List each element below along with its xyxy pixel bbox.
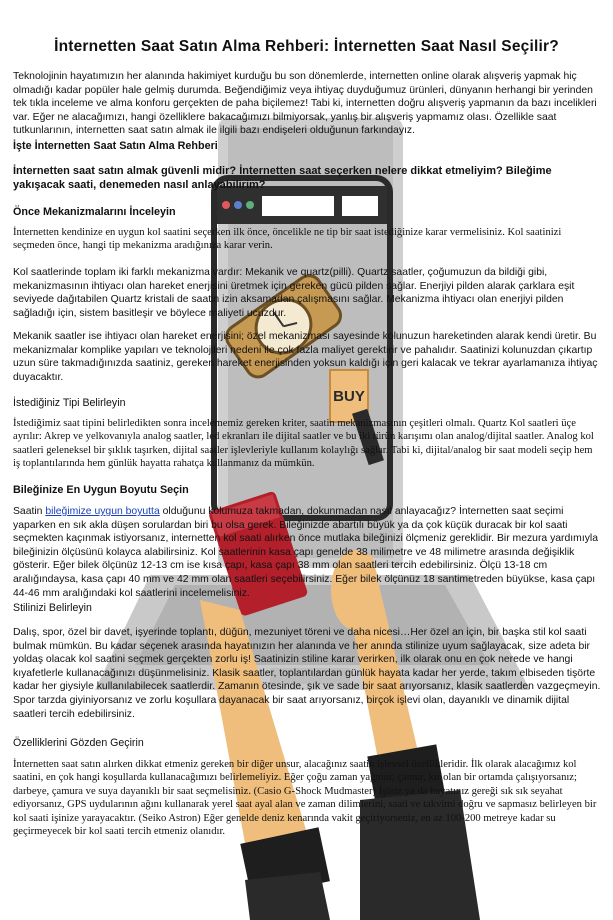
question-1: İnternetten saat satın almak güvenli midir? — [13, 165, 237, 177]
wrist-size-link[interactable]: bileğimize uygun boyutta — [45, 506, 160, 517]
type-heading: İstediğiniz Tipi Belirleyin — [13, 397, 126, 409]
size-heading: Bileğinize En Uygun Boyutu Seçin — [13, 484, 189, 496]
style-paragraph: Dalış, spor, özel bir davet, işyerinde toplantı, düğün, mezuniyet töreni ve daha nicesi…Her özel an için, bir başka stil kol saati bulmak mümkün. Bu kadar seçenek arasında hayatınızın her alanında ve her anında stilinize uyum sağlayacak, size adeta bir yoldaş olacak kol saatini seçmek gerçekten zorlu iş! Saatinizin stiline karar verirken, ilk olarak onu en çok nerede ve hangi kıyafetlerle kullanacağınızı düşünmelisiniz. Klasik saatler, toplantılardan günlük hayata kadar her yerde, takım elbiseden tişörte kadar her giysiyle kullanılabilecek saatlerdir. Zamanın ötesinde, şık ve sade bir saat arıyorsanız, klasik saatlerden vazgeçmeyin. Spor tarzda giyiniyorsanız ve zorlu koşullara dayanacak bir saat arıyorsanız, birçok işlevi olan, dayanıklı ve dinamik dijital saatleri tercih edebilirsiniz. — [13, 627, 601, 720]
features-heading: Özelliklerini Gözden Geçirin — [13, 737, 144, 749]
mechanism-paragraph-1: İnternetten kendinize en uygun kol saatini seçerken ilk önce, öncelikle ne tip bir saat istediğinize karar vermelisiniz. Kol saatinizi seçmeden önce, hangi tip mekanizma aradığınıza karar verin. — [13, 227, 562, 252]
buy-label: BUY — [333, 388, 365, 405]
mechanism-heading: Önce Mekanizmalarını İnceleyin — [13, 206, 176, 218]
question-2: İnternetten saat seçerken nelere dikkat etmeliyim? — [239, 165, 503, 177]
page-title: İnternetten Saat Satın Alma Rehberi: İnternetten Saat Nasıl Seçilir? — [54, 38, 559, 55]
type-paragraph: İstediğimiz saat tipini belirledikten sonra incelememiz gereken kriter, saatin mekanizmasının çeşitleri olmalı. Quartz Kol saatleri üçe ayrılır: Akrep ve yelkovanıyla analog saatler, led ekranları ile dijital saatler ve bu iki türün karışımı olan analog/dijital saatler. Analog kol saatleri geleneksel bir şıklık taşırken, dijital saatler işlevleriyle kullanım kolaylığı sağlar. Tabi ki, dijital/analog bir saat modeli seçip hem iş toplantılarında hem günlük hayatta rahatça kullanmanız da mümkün. — [13, 418, 594, 470]
mechanism-paragraph-3: Mekanik saatler ise ihtiyacı olan hareket enerjisini; özel mekanizması sayesinde kolunuzun hareketinden alarak kendi üretir. Bu mekanizmalar komplike yapıları ve teknolojileri nedeni ile çok fazla maliyet gerektirir ve pahalıdır. Saatinizi kolunuzdan çıkartıp uzun süre takmadığınızda saatiniz, gereken hareket enerjisinden yoksun kaldığı için geri kalacak ve tekrar ayarlamanıza ihtiyaç duyacaktır. — [13, 331, 598, 383]
size-lead: Saatin — [13, 506, 46, 517]
size-paragraph — [13, 505, 601, 600]
questions-block — [13, 164, 601, 192]
guide-heading: İşte İnternetten Saat Satın Alma Rehberi — [13, 140, 218, 152]
features-paragraph: İnternetten saat satın alırken dikkat etmeniz gereken bir diğer unsur, alacağınız saatin işlevsel özellikleridir. İlk olarak alacağımız kol saatini, en çok hangi koşullarda kullanacağımızı belirlemeliyiz. Eğer çoğu zaman yağmur, çamur, kir olan bir ortamda çalışıyorsanız; darbeye, çamura ve suya dayanıklı bir saat seçmelisiniz. (Casio G-Shock Mudmaster) İşiniz ya da hayatınız gereği sık sık seyahat ediyorsanız, GPS uydularının ağını kullanarak yerel saat ayal alan ve zaman dilimlerini, saati ve takvimi doğru ve sapmasız belirleyen bir kol saati işinize yarayacaktır. (Seiko Astron) Eğer genelde deniz kenarında vakit geçiriyorseniz, en az 100-200 metreye kadar su geçirmeyecek bir kol saati tercih etmeniz olanıdır. — [13, 759, 597, 838]
size-rest: olduğunu kolumuza takmadan, dokunmadan nasıl anlayacağız? İnternetten saat seçimi yaparken en sık akla düşen sorulardan biri bu olsa gerek. Bileğinizde abartılı büyük ya da çok küçük duracak bir kol saati seçmekten kaçınmak istiyorsanız, internetten kol saati alırken önce mutlaka bileğinizi ölçmeniz gereklidir. Bir mezura yardımıyla bileğinizin ölçüsünü kolayca alabilirsiniz. Kol saatlerinin kasa çapı genelde 38 milimetre ve 48 milimetre arasında değişiklik gösterir. Eğer bilek ölçünüz 12-13 cm ise kısa çapı, kasa çapı 38 mm olan saatleri tercih edebilirsiniz. Ölçü 13-18 cm aralığındaysa, kasa çapı 40 mm ve 42 mm olan saatleri seçebilirsiniz. Eğer bilek ölçünüz 18 santimetreden büyükse, kasa çapı 44-46 mm aralığındaki kol saatlerini incelemelisiniz. — [13, 506, 599, 599]
mechanism-paragraph-2: Kol saatlerinde toplam iki farklı mekanizma vardır: Mekanik ve quartz(pilli). Quartz saatler, çoğumuzun da bildiği gibi, mekanizmasının ihtiyacı olan hareket enerjisini üretmek için gereken gücü pilden sağlar. Enerjiyi pilden alarak çarklara eşit seviyede dağıtabilen Quartz kristali de saatin izin aksamadan çalışmasını sağlar. Mekanizma ihtiyacı olan enerjiyi pilden sağladığı için, sistem basitleşir ve böylece maliyeti ucuzdur. — [13, 267, 575, 319]
style-heading: Stilinizi Belirleyin — [13, 602, 92, 614]
intro-paragraph: Teknolojinin hayatımızın her alanında hakimiyet kurduğu bu son dönemlerde, internetten online olarak alışveriş yapmak hiç olmadığı kadar popüler hale gelmiş durumda. Beğendiğimiz veya ihtiyaç duyduğumuz ürünleri, dünyanın herhangi bir yerinden tek tıkla inceleme ve alma konforu gerçekten de paha biçilemez! Tabi ki, internetten doğru alışveriş yapmanın da bazı incelikleri var. Eğer ne alacağımızı, hangi özelliklere bakacağımızı bilmiyorsak, yanlış bir alışveriş yapmamız olası. Özellikle saat tutkunlarının, internetten saat satın almak ile ilgili bazı endişeleri olduğunun farkındayız. — [13, 71, 597, 137]
question-3: Bileğime yakışacak saati, denemeden nasıl anlayabilirim? — [13, 165, 552, 191]
